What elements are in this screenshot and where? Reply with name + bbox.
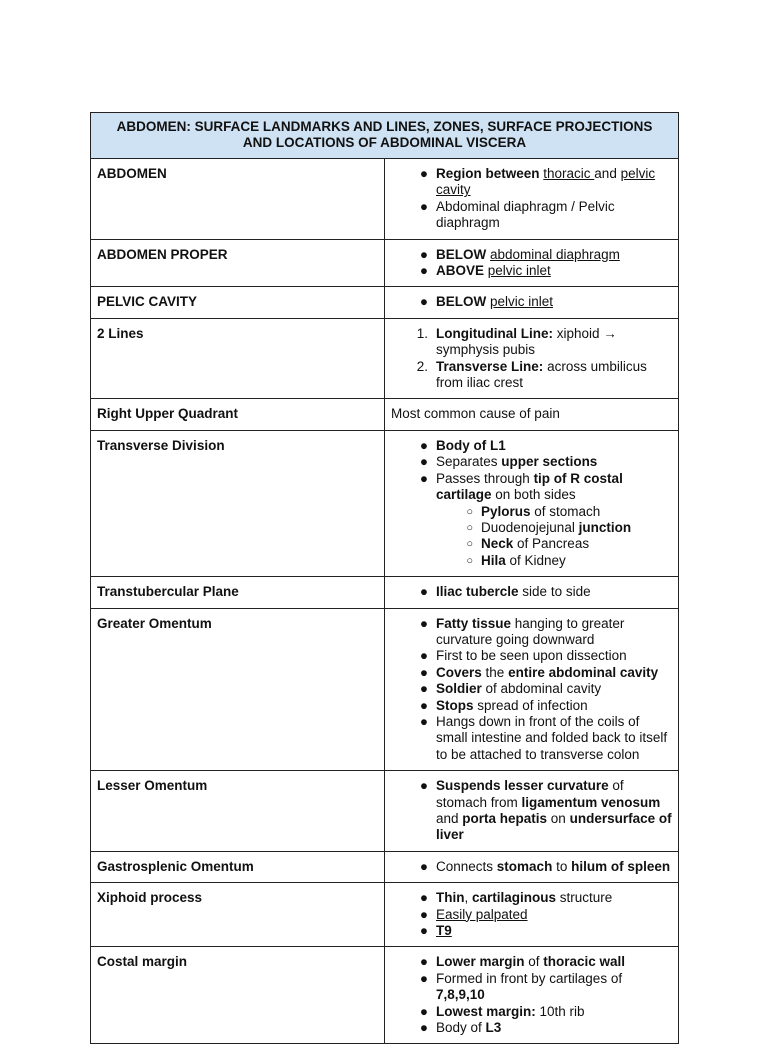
text-run: ligamentum venosum xyxy=(521,794,661,810)
item-text xyxy=(481,504,672,520)
text-run: to xyxy=(552,858,572,874)
row-description xyxy=(385,947,679,1044)
item-text xyxy=(436,326,672,359)
item-text xyxy=(436,471,672,504)
row-term: Right Upper Quadrant xyxy=(91,399,385,430)
text-run: tip of R costal cartilage xyxy=(436,470,623,503)
item-text xyxy=(436,454,672,470)
item-text xyxy=(436,1020,672,1036)
table-row xyxy=(91,577,679,608)
list-number: 1. xyxy=(416,325,428,341)
table-row xyxy=(91,608,679,771)
text-run: entire abdominal cavity xyxy=(508,664,659,680)
text-run: Suspends lesser curvature xyxy=(436,778,609,794)
bullet-icon: ● xyxy=(419,470,428,486)
text-run: Duodenojejunal xyxy=(481,519,579,535)
bullet-icon: ● xyxy=(419,697,428,713)
item-text xyxy=(481,536,672,552)
text-run: stomach xyxy=(496,858,553,874)
row-description xyxy=(385,883,679,947)
item-text xyxy=(436,698,672,714)
sub-list-item xyxy=(391,536,672,552)
row-description xyxy=(385,608,679,771)
table-row xyxy=(91,239,679,287)
text-run: upper sections xyxy=(501,454,598,470)
row-description xyxy=(385,851,679,882)
list-item xyxy=(391,665,672,681)
item-text xyxy=(481,520,672,536)
item-text xyxy=(436,714,672,763)
row-term: 2 Lines xyxy=(91,318,385,399)
text-run: of abdominal cavity xyxy=(481,681,602,697)
bullet-icon: ● xyxy=(419,906,428,922)
bullet-icon: ● xyxy=(419,778,428,794)
text-run: 10th rib xyxy=(535,1003,585,1019)
text-run: Most common cause of pain xyxy=(391,406,560,422)
list-item xyxy=(391,890,672,906)
list-item xyxy=(391,714,672,763)
text-run: on xyxy=(547,811,570,826)
item-text xyxy=(436,263,672,279)
bullet-icon: ● xyxy=(419,858,428,874)
row-term: ABDOMEN xyxy=(91,159,385,240)
text-run: Transverse Line: xyxy=(436,358,548,374)
text-run: cartilaginous xyxy=(472,890,557,906)
bullet-icon: ● xyxy=(419,923,428,939)
text-run: Hila xyxy=(481,552,506,568)
text-run: hilum of spleen xyxy=(571,858,671,874)
text-run: 7,8,9,10 xyxy=(436,987,485,1003)
item-text xyxy=(436,584,672,600)
text-run: Stops xyxy=(436,697,474,713)
row-term: Costal margin xyxy=(91,947,385,1044)
text-run: thoracic xyxy=(543,166,595,181)
text-run: , xyxy=(464,890,473,906)
bullet-icon: ● xyxy=(419,454,428,470)
text-run: pelvic inlet xyxy=(487,263,551,279)
item-text xyxy=(436,907,672,923)
list-item xyxy=(391,859,672,875)
list-item xyxy=(391,326,672,359)
row-term: Transtubercular Plane xyxy=(91,577,385,608)
text-run: side to side xyxy=(518,584,591,600)
text-run: on both sides xyxy=(491,487,576,503)
bullet-icon: ● xyxy=(419,970,428,986)
sub-list-item xyxy=(391,520,672,536)
list-item xyxy=(391,954,672,970)
text-run: pelvic inlet xyxy=(490,294,554,310)
bullet-icon: ● xyxy=(419,1003,428,1019)
hollow-bullet-icon: ○ xyxy=(466,505,473,518)
item-text xyxy=(436,954,672,970)
list-item xyxy=(391,616,672,649)
list-number: 2. xyxy=(416,358,428,374)
item-text xyxy=(436,923,672,939)
item-text xyxy=(436,971,672,1004)
item-text xyxy=(436,890,672,906)
table-row xyxy=(91,399,679,430)
list-item xyxy=(391,359,672,392)
bullet-icon: ● xyxy=(419,890,428,906)
text-run: Hangs down in front of the coils of small intestine and folded back to itself to be attached to transverse colon xyxy=(436,713,668,762)
text-run: of xyxy=(524,954,544,970)
text-run: pelvic cavity xyxy=(436,166,656,198)
row-description xyxy=(385,430,679,576)
text-run: Pylorus xyxy=(481,503,531,519)
row-description xyxy=(385,771,679,852)
text-run: Connects xyxy=(436,858,497,874)
notes-table xyxy=(90,112,679,1044)
bullet-icon: ● xyxy=(419,263,428,279)
row-description xyxy=(385,159,679,240)
text-run: Formed in front by cartilages of xyxy=(436,970,623,986)
text-run: BELOW xyxy=(436,294,490,310)
bullet-icon: ● xyxy=(419,648,428,664)
table-row xyxy=(91,287,679,318)
item-text xyxy=(436,665,672,681)
list-item xyxy=(391,648,672,664)
text-run: structure xyxy=(556,890,613,906)
hollow-bullet-icon: ○ xyxy=(466,538,473,551)
text-run: of stomach xyxy=(530,503,601,519)
table-row xyxy=(91,430,679,576)
text-run: First to be seen upon dissection xyxy=(436,648,627,664)
text-run: ABOVE xyxy=(436,263,488,279)
row-description xyxy=(385,239,679,287)
text-run: T9 xyxy=(436,923,452,939)
bullet-icon: ● xyxy=(419,664,428,680)
text-run: abdominal diaphragm xyxy=(490,246,620,262)
list-item xyxy=(391,166,672,199)
item-text xyxy=(436,294,672,310)
row-description xyxy=(385,399,679,430)
row-term: PELVIC CAVITY xyxy=(91,287,385,318)
text-run: Lower margin xyxy=(436,954,525,970)
list-item xyxy=(391,199,672,232)
bullet-icon: ● xyxy=(419,1020,428,1036)
table-row xyxy=(91,851,679,882)
row-term: ABDOMEN PROPER xyxy=(91,239,385,287)
item-text xyxy=(436,859,672,875)
item-text xyxy=(436,247,672,263)
item-text xyxy=(436,359,672,392)
text-run: Easily palpated xyxy=(436,906,528,922)
text-run: of Kidney xyxy=(505,552,566,568)
text-run: and xyxy=(594,166,621,181)
sub-list-item xyxy=(391,504,672,520)
text-run: of Pancreas xyxy=(513,536,590,552)
item-text xyxy=(436,166,672,199)
list-item xyxy=(391,406,672,422)
text-run: Passes through xyxy=(436,470,534,486)
list-item xyxy=(391,584,672,600)
text-run: thoracic wall xyxy=(543,954,626,970)
list-item xyxy=(391,247,672,263)
list-item xyxy=(391,681,672,697)
bullet-icon: ● xyxy=(419,198,428,214)
text-run: Soldier xyxy=(436,681,482,697)
table-row xyxy=(91,318,679,399)
list-item xyxy=(391,438,672,454)
text-run: Separates xyxy=(436,454,502,470)
item-text xyxy=(436,616,672,649)
row-description xyxy=(385,318,679,399)
text-run: Neck xyxy=(481,536,514,552)
hollow-bullet-icon: ○ xyxy=(466,521,473,534)
text-run: the xyxy=(481,664,509,680)
row-term: Xiphoid process xyxy=(91,883,385,947)
list-item xyxy=(391,1004,672,1020)
bullet-icon: ● xyxy=(419,681,428,697)
item-text xyxy=(436,681,672,697)
bullet-icon: ● xyxy=(419,584,428,600)
text-run: porta hepatis xyxy=(462,811,548,826)
text-run: Body of L1 xyxy=(436,437,506,453)
text-run: Lowest margin: xyxy=(436,1003,536,1019)
list-item xyxy=(391,971,672,1004)
list-item xyxy=(391,471,672,504)
table-row xyxy=(91,771,679,852)
bullet-icon: ● xyxy=(419,954,428,970)
item-text xyxy=(436,778,672,844)
list-item xyxy=(391,263,672,279)
list-item xyxy=(391,698,672,714)
row-term: Greater Omentum xyxy=(91,608,385,771)
bullet-icon: ● xyxy=(419,713,428,729)
text-run: across umbilicus from iliac crest xyxy=(436,358,647,391)
bullet-icon: ● xyxy=(419,246,428,262)
text-run: of stomach from xyxy=(436,778,624,810)
bullet-icon: ● xyxy=(419,294,428,310)
item-text xyxy=(436,1004,672,1020)
hollow-bullet-icon: ○ xyxy=(466,554,473,567)
item-text xyxy=(391,406,672,422)
text-run: undersurface of liver xyxy=(436,811,672,843)
item-text xyxy=(436,199,672,232)
row-description xyxy=(385,577,679,608)
item-text xyxy=(481,553,672,569)
text-run: Thin xyxy=(436,890,465,906)
table-row xyxy=(91,883,679,947)
text-run: hanging to greater curvature going downward xyxy=(436,615,625,647)
notes-table-body xyxy=(91,113,679,1044)
table-title: ABDOMEN: SURFACE LANDMARKS AND LINES, ZONES, SURFACE PROJECTIONS AND LOCATIONS OF ABDOMINAL VISCERA xyxy=(91,113,679,159)
text-run: Region between xyxy=(436,166,544,181)
list-item xyxy=(391,778,672,844)
table-row xyxy=(91,947,679,1044)
text-run: Iliac tubercle xyxy=(436,584,519,600)
row-term: Lesser Omentum xyxy=(91,771,385,852)
item-text xyxy=(436,648,672,664)
list-item xyxy=(391,454,672,470)
text-run: spread of infection xyxy=(473,697,588,713)
row-description xyxy=(385,287,679,318)
bullet-icon: ● xyxy=(419,615,428,631)
text-run: BELOW xyxy=(436,246,490,262)
table-row xyxy=(91,159,679,240)
text-run: Longitudinal Line: xyxy=(436,325,557,341)
list-item xyxy=(391,294,672,310)
bullet-icon: ● xyxy=(419,437,428,453)
item-text xyxy=(436,438,672,454)
text-run: xiphoid → symphysis pubis xyxy=(436,325,617,358)
row-term: Gastrosplenic Omentum xyxy=(91,851,385,882)
text-run: junction xyxy=(578,519,632,535)
title-row xyxy=(91,113,679,159)
bullet-icon: ● xyxy=(419,166,428,181)
text-run: and xyxy=(436,811,463,826)
sub-list-item xyxy=(391,553,672,569)
text-run: Covers xyxy=(436,664,482,680)
text-run: L3 xyxy=(485,1020,502,1036)
list-item xyxy=(391,923,672,939)
row-term: Transverse Division xyxy=(91,430,385,576)
text-run: Fatty tissue xyxy=(436,615,512,631)
text-run: Body of xyxy=(436,1020,486,1036)
text-run: Abdominal diaphragm / Pelvic diaphragm xyxy=(436,198,615,231)
list-item xyxy=(391,907,672,923)
list-item xyxy=(391,1020,672,1036)
